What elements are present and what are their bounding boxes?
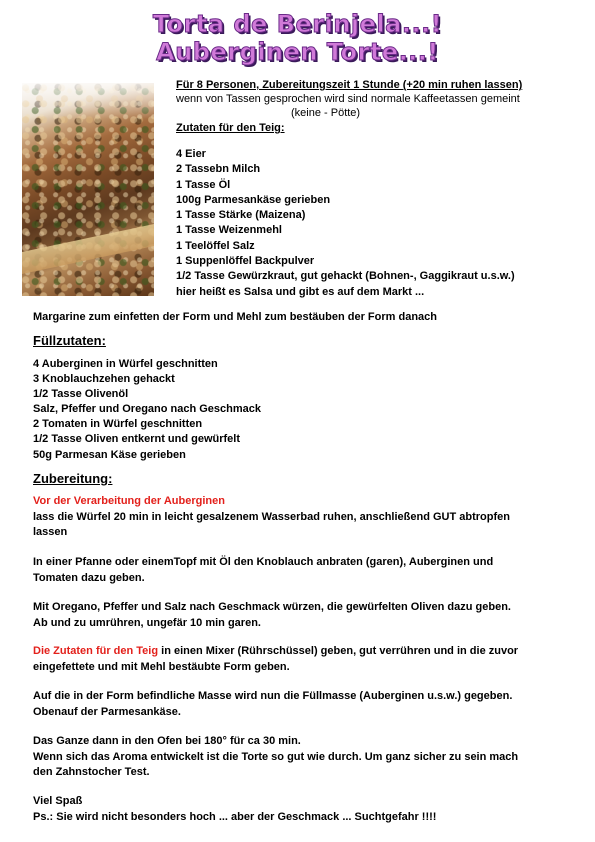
list-item: hier heißt es Salsa und gibt es auf dem Markt ... [176, 285, 425, 298]
list-item: 1/2 Tasse Oliven entkernt und gewürfelt [33, 433, 241, 446]
cups-note: wenn von Tassen gesprochen wird sind normale Kaffeetassen gemeint [176, 93, 520, 105]
list-item: 1 Tasse Öl [176, 178, 231, 191]
list-item: 3 Knoblauchzehen gehackt [33, 373, 175, 386]
list-item: 100g Parmesankäse gerieben [176, 193, 331, 206]
text-line: Obenauf der Parmesankäse. [33, 705, 181, 718]
text-line: Ps.: Sie wird nicht besonders hoch ... aber der Geschmack ... Suchtgefahr !!!! [33, 810, 437, 823]
preparation-step-3 [33, 600, 568, 631]
dough-ingredient-list [176, 147, 515, 300]
list-item: 1 Tasse Stärke (Maizena) [176, 209, 306, 222]
text-line: Mit Oregano, Pfeffer und Salz nach Geschmack würzen, die gewürfelten Oliven dazu geben. [33, 601, 511, 613]
text-line: eingefettete und mit Mehl bestäubte Form geben. [33, 660, 290, 673]
preparation-heading: Zubereitung: [33, 471, 113, 486]
list-item: 50g Parmesan Käse gerieben [33, 448, 186, 461]
cups-note-2: (keine - Pötte) [291, 107, 361, 119]
preparation-step-5 [33, 689, 568, 720]
text-line: in einen Mixer (Rührschüssel) geben, gut verrühren und in die zuvor [158, 645, 519, 657]
filling-heading: Füllzutaten: [33, 333, 106, 348]
list-item: 4 Auberginen in Würfel geschnitten [33, 358, 218, 370]
text-line: Das Ganze dann in den Ofen bei 180° für ca 30 min. [33, 735, 301, 747]
text-line: Auf die in der Form befindliche Masse wird nun die Füllmasse (Auberginen u.s.w.) gegeben. [33, 690, 513, 702]
closing-notes [33, 794, 568, 825]
torte-photo [22, 83, 154, 296]
preparation-step-4 [33, 644, 568, 675]
preparation-step-2 [33, 555, 568, 586]
list-item: 1 Tasse Weizenmehl [176, 224, 282, 237]
title-line-2: Auberginen Torte...! [156, 38, 439, 66]
list-item: Salz, Pfeffer und Oregano nach Geschmack [33, 403, 262, 416]
filling-ingredient-list [33, 357, 261, 463]
text-line: den Zahnstocher Test. [33, 766, 150, 779]
title-line-1: Torta de Berinjela...! [152, 10, 443, 38]
list-item: 4 Eier [176, 148, 206, 160]
text-line: lassen [33, 526, 68, 539]
list-item: 1 Suppenlöffel Backpulver [176, 255, 315, 268]
preparation-step-1 [33, 494, 568, 541]
text-line: Ab und zu umrühren, ungefär 10 min garen. [33, 616, 261, 629]
dough-heading: Zutaten für den Teig: [176, 122, 285, 134]
text-line: Viel Spaß [33, 795, 83, 807]
list-item: 2 Tassebn Milch [176, 163, 261, 176]
text-line: Wenn sich das Aroma entwickelt ist die Torte so gut wie durch. Um ganz sicher zu sein mach [33, 750, 519, 763]
list-item: 1/2 Tasse Gewürzkraut, gut gehackt (Bohnen-, Gaggikraut u.s.w.) [176, 270, 515, 283]
margarine-note: Margarine zum einfetten der Form und Mehl zum bestäuben der Form danach [33, 311, 437, 323]
list-item: 2 Tomaten in Würfel geschnitten [33, 418, 203, 431]
photo-highlight [22, 83, 154, 119]
red-highlight: Vor der Verarbeitung der Auberginen [33, 495, 225, 507]
red-highlight: Die Zutaten für den Teig [33, 645, 159, 657]
text-line: lass die Würfel 20 min in leicht gesalzenem Wasserbad ruhen, anschließend GUT abtropfen [33, 510, 510, 523]
text-line: Tomaten dazu geben. [33, 571, 145, 584]
list-item: 1 Teelöffel Salz [176, 239, 255, 252]
servings-line: Für 8 Personen, Zubereitungszeit 1 Stunde (+20 min ruhen lassen) [176, 79, 523, 91]
list-item: 1/2 Tasse Olivenöl [33, 388, 129, 401]
text-line: In einer Pfanne oder einemTopf mit Öl den Knoblauch anbraten (garen), Auberginen und [33, 556, 494, 568]
preparation-step-6 [33, 734, 568, 781]
